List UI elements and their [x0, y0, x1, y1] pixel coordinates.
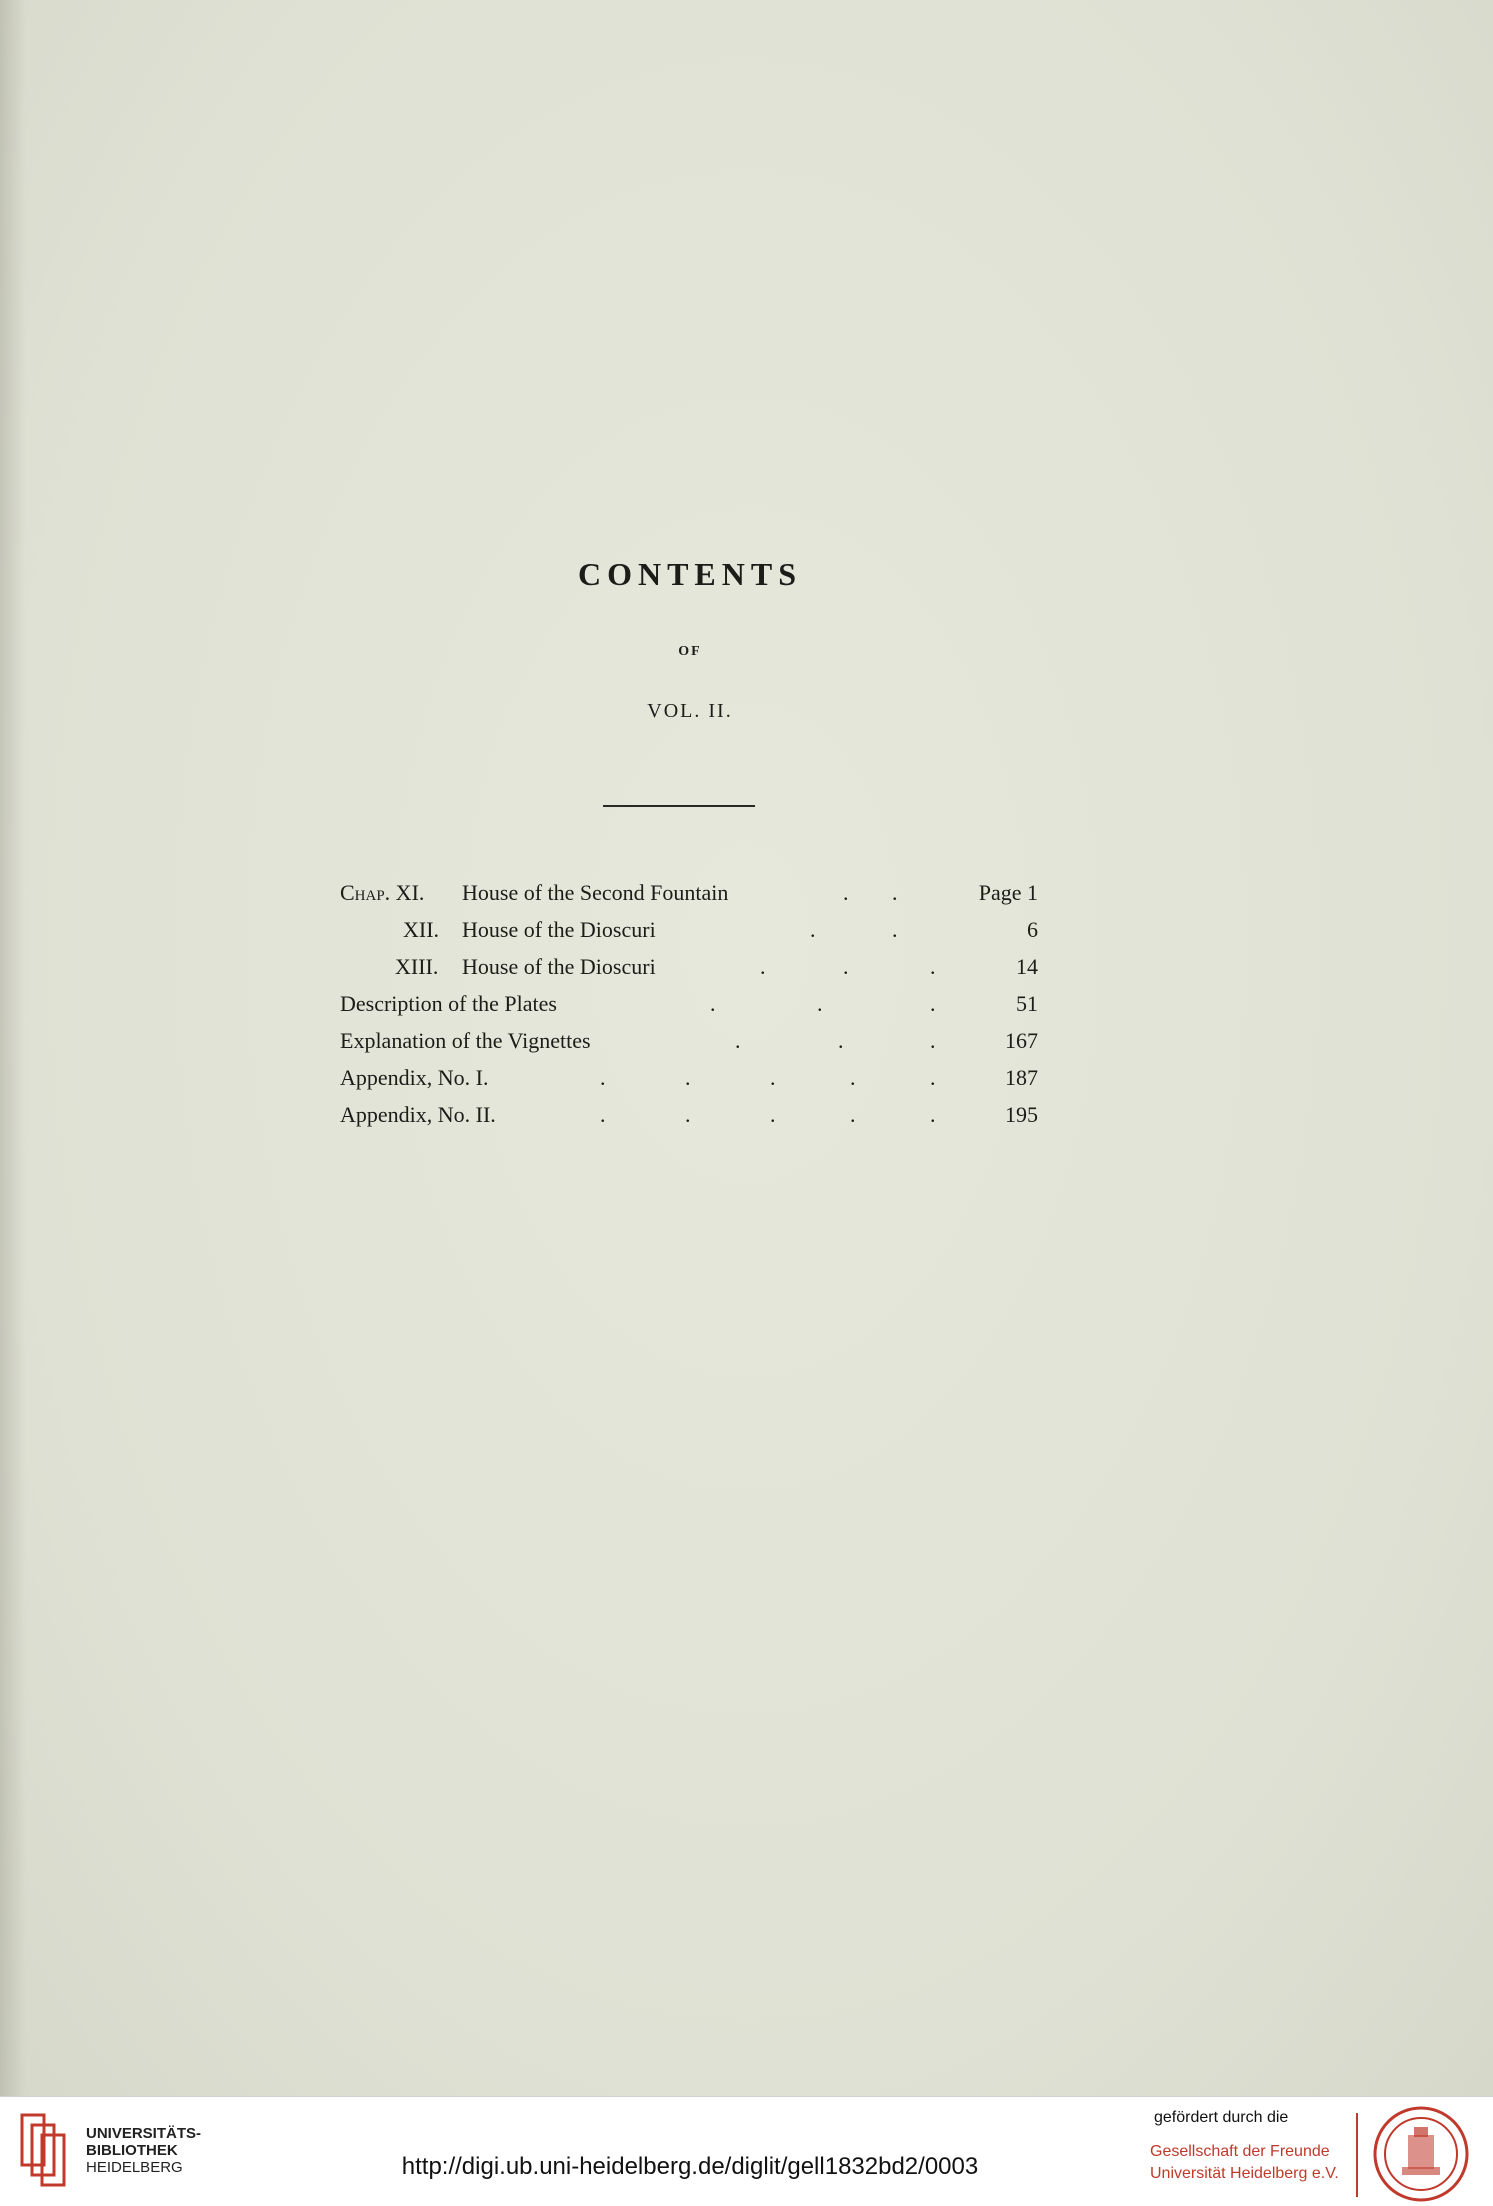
toc-title: Explanation of the Vignettes	[340, 1028, 591, 1053]
sponsor-line-1: Gesellschaft der Freunde	[1150, 2143, 1330, 2160]
page-title: CONTENTS	[577, 556, 803, 592]
university-seal-icon	[1372, 2105, 1470, 2203]
leader-dot: .	[735, 1028, 741, 1053]
library-line-2: BIBLIOTHEK	[86, 2142, 178, 2159]
toc-page: 14	[1016, 954, 1038, 979]
toc-chapter-label: XII.	[403, 917, 440, 942]
footer-divider	[1356, 2113, 1358, 2197]
sponsor-line-2: Universität Heidelberg e.V.	[1150, 2165, 1339, 2182]
leader-dot: .	[770, 1065, 776, 1090]
toc-row	[340, 1022, 1040, 1059]
spine-shadow	[0, 0, 26, 2096]
leader-dot: .	[838, 1028, 844, 1053]
library-line-3: HEIDELBERG	[86, 2159, 183, 2176]
title-of: OF	[678, 644, 702, 659]
divider-rule	[603, 805, 755, 807]
leader-dot: .	[892, 880, 898, 905]
toc-title: Appendix, No. II.	[340, 1102, 496, 1127]
toc-chapter-label: Chap. XI.	[340, 880, 425, 905]
leader-dot: .	[930, 1065, 936, 1090]
volume-label: VOL. II.	[647, 700, 733, 722]
leader-dot: .	[930, 954, 936, 979]
toc-row	[340, 911, 1040, 948]
permalink-url[interactable]: http://digi.ub.uni-heidelberg.de/diglit/gell1832bd2/0003	[401, 2153, 979, 2180]
leader-dot: .	[770, 1102, 776, 1127]
table-of-contents	[340, 874, 1040, 1133]
leader-dot: .	[930, 991, 936, 1016]
toc-row	[340, 948, 1040, 985]
toc-row	[340, 874, 1040, 911]
toc-page: 195	[1005, 1102, 1038, 1127]
library-line-1: UNIVERSITÄTS-	[86, 2125, 202, 2142]
toc-row	[340, 1096, 1040, 1133]
leader-dot: .	[600, 1102, 606, 1127]
leader-dot: .	[930, 1102, 936, 1127]
leader-dot: .	[850, 1102, 856, 1127]
toc-title: Appendix, No. I.	[340, 1065, 489, 1090]
toc-chapter-label: XIII.	[395, 954, 439, 979]
toc-page: 6	[1027, 917, 1038, 942]
leader-dot: .	[850, 1065, 856, 1090]
leader-dot: .	[930, 1028, 936, 1053]
leader-dot: .	[810, 917, 816, 942]
leader-dot: .	[600, 1065, 606, 1090]
bleed-through-text	[520, 430, 535, 468]
viewer-footer	[0, 2096, 1493, 2206]
toc-title: House of the Dioscuri	[462, 917, 656, 942]
toc-page: 167	[1005, 1028, 1038, 1053]
toc-title: House of the Second Fountain	[462, 880, 729, 905]
leader-dot: .	[685, 1102, 691, 1127]
toc-row	[340, 1059, 1040, 1096]
leader-dot: .	[892, 917, 898, 942]
leader-dot: .	[843, 954, 849, 979]
toc-page: 187	[1005, 1065, 1038, 1090]
leader-dot: .	[710, 991, 716, 1016]
leader-dot: .	[760, 954, 766, 979]
leader-dot: .	[817, 991, 823, 1016]
toc-row	[340, 985, 1040, 1022]
sponsor-name	[1150, 2141, 1339, 2185]
toc-title: Description of the Plates	[340, 991, 557, 1016]
leader-dot: .	[843, 880, 849, 905]
leader-dot: .	[685, 1065, 691, 1090]
toc-page: 51	[1016, 991, 1038, 1016]
sponsor-label: gefördert durch die	[1154, 2109, 1289, 2126]
toc-page: Page 1	[978, 880, 1038, 905]
toc-title: House of the Dioscuri	[462, 954, 656, 979]
